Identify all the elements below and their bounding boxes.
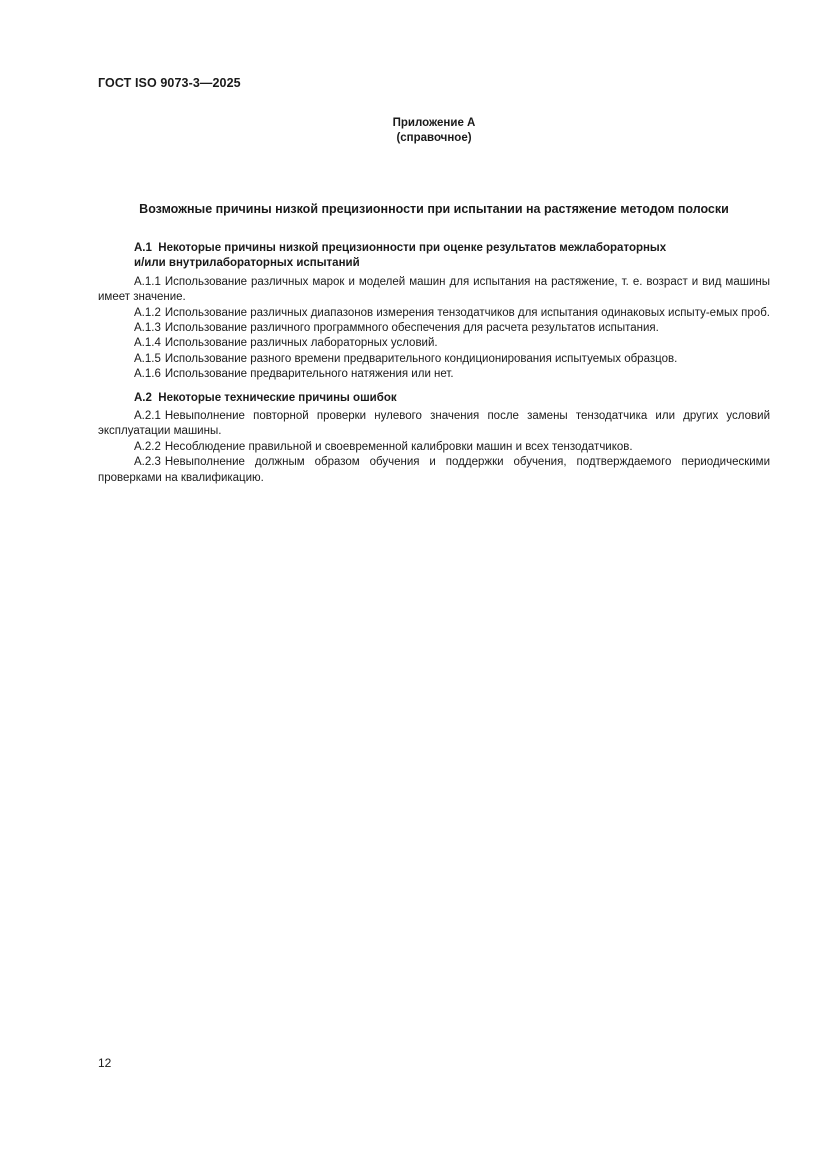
clause-number: А.1.3 — [134, 322, 161, 335]
clause-number: А.1.2 — [134, 306, 161, 319]
section-title-line1: Некоторые технические причины ошибок — [158, 391, 397, 404]
clause-number: А.1.5 — [134, 352, 161, 365]
section-heading-a2 — [98, 391, 770, 406]
annex-heading — [98, 116, 770, 146]
clause-number: А.2.3 — [134, 456, 161, 469]
clause-text: Невыполнение повторной проверки нулевого значения после замены тензодатчика или других условий эксплуатации машины. — [98, 410, 770, 438]
clause-text: Несоблюдение правильной и своевременной калибровки машин и всех тензодатчиков. — [164, 440, 633, 453]
clause-text: Использование различных марок и моделей машин для испытания на растяжение, т. е. возраст и вид машины имеет значение. — [98, 275, 770, 304]
section-number: А.1 — [134, 242, 152, 254]
clause-text: Использование разного времени предварительного кондиционирования испытуемых образцов. — [164, 352, 678, 365]
clause-number: А.1.4 — [134, 337, 161, 350]
annex-content — [98, 241, 770, 486]
clause-text: Использование различных лабораторных условий. — [164, 337, 438, 350]
clause-a2-3 — [98, 455, 770, 486]
clause-a1-5 — [98, 352, 770, 367]
clause-a1-6 — [98, 367, 770, 382]
clause-text: Невыполнение должным образом обучения и поддержки обучения, подтверждаемого периодическими проверками на квалификацию. — [98, 456, 770, 484]
clause-a1-4 — [98, 336, 770, 351]
clause-text: Использование предварительного натяжения или нет. — [164, 368, 454, 381]
clause-number: А.2.2 — [134, 440, 161, 453]
section-title-line1: Некоторые причины низкой прецизионности при оценке результатов межлабораторных — [158, 242, 667, 254]
section-title-line2: и/или внутрилабораторных испытаний — [134, 257, 360, 270]
annex-label: Приложение А — [392, 117, 476, 129]
clause-text: Использование различного программного обеспечения для расчета результатов испытания. — [164, 322, 659, 335]
clause-a2-1 — [98, 409, 770, 440]
standard-designation: ГОСТ ISO 9073-3—2025 — [98, 76, 241, 90]
section-number: А.2 — [134, 391, 152, 404]
clause-a1-1 — [98, 275, 770, 306]
clause-number: А.1.6 — [134, 368, 161, 381]
clause-a1-2 — [98, 306, 770, 321]
clause-number: А.2.1 — [134, 410, 161, 423]
clause-number: А.1.1 — [134, 275, 161, 288]
clause-a2-2 — [98, 440, 770, 455]
annex-status: (справочное) — [396, 132, 472, 144]
section-heading-a1 — [98, 241, 770, 272]
page-number: 12 — [98, 1056, 112, 1070]
annex-title: Возможные причины низкой прецизионности при испытании на растяжение методом полоски — [139, 202, 729, 216]
clause-text: Использование различных диапазонов измерения тензодатчиков для испытания одинаковых испыту-емых проб. — [164, 306, 770, 319]
clause-a1-3 — [98, 321, 770, 336]
